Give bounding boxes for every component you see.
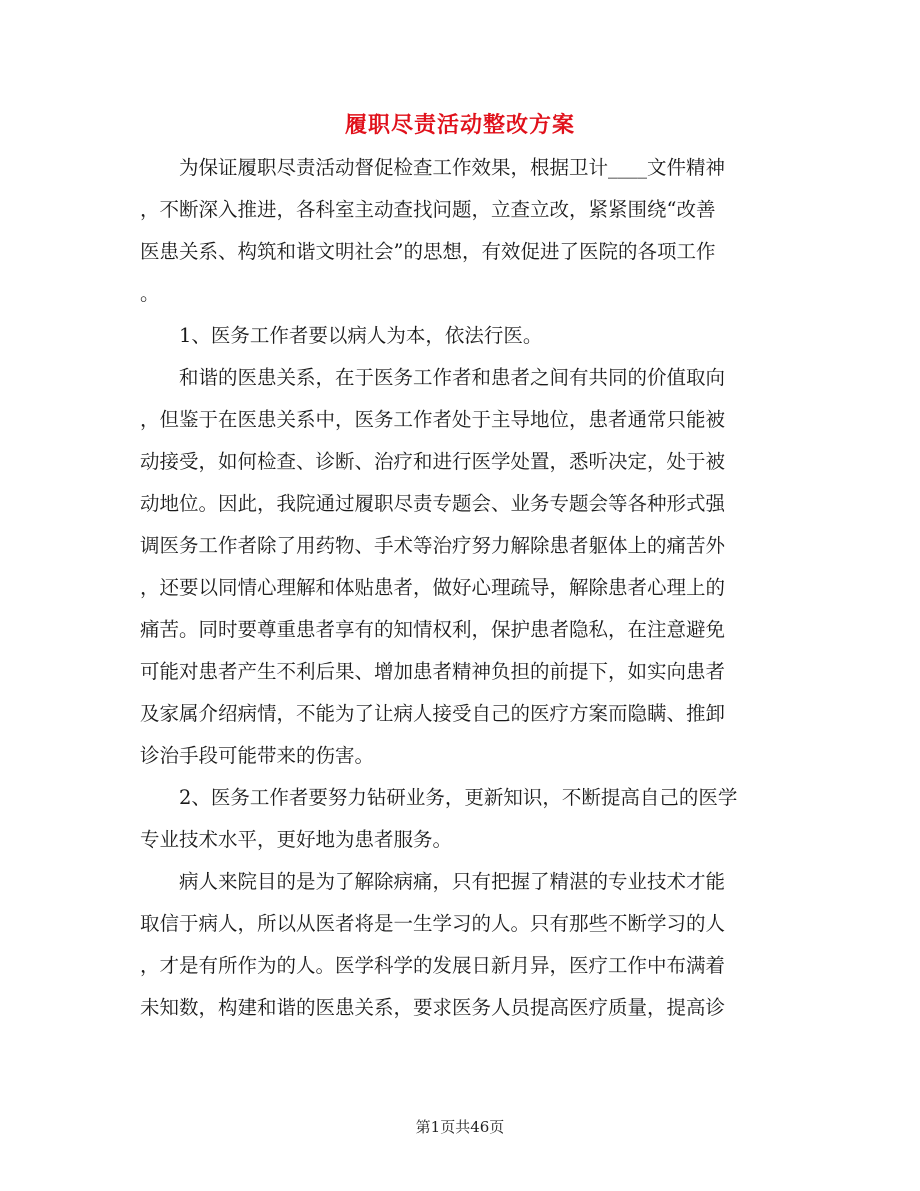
text-line: 调医务工作者除了用药物、手术等治疗努力解除患者躯体上的痛苦外 <box>140 534 726 557</box>
text-line: 动地位。因此，我院通过履职尽责专题会、业务专题会等各种形式强 <box>140 492 726 515</box>
text-line: ，不断深入推进，各科室主动查找问题，立查立改，紧紧围绕“改善 <box>140 198 716 221</box>
document-title: 履职尽责活动整改方案 <box>344 112 575 138</box>
text-line: 未知数，构建和谐的医患关系，要求医务人员提高医疗质量，提高诊 <box>140 996 726 1019</box>
text-line: ，还要以同情心理解和体贴患者，做好心理疏导，解除患者心理上的 <box>140 576 726 599</box>
text-line: 专业技术水平，更好地为患者服务。 <box>140 828 453 851</box>
text-line: 2、医务工作者要努力钻研业务，更新知识，不断提高自己的医学 <box>179 786 738 809</box>
text-line: 。 <box>140 282 160 305</box>
page-footer: 第1页共46页 <box>415 1118 505 1136</box>
text-line: 可能对患者产生不利后果、增加患者精神负担的前提下，如实向患者 <box>140 660 726 683</box>
text-line: 和谐的医患关系，在于医务工作者和患者之间有共同的价值取向 <box>179 366 726 389</box>
text-line: 诊治手段可能带来的伤害。 <box>140 744 375 767</box>
text-line: 痛苦。同时要尊重患者享有的知情权利，保护患者隐私，在注意避免 <box>140 618 726 641</box>
text-line: 为保证履职尽责活动督促检查工作效果，根据卫计____文件精神 <box>179 156 726 179</box>
text-line: 及家属介绍病情，不能为了让病人接受自己的医疗方案而隐瞒、推卸 <box>140 702 726 725</box>
text-line: 动接受，如何检查、诊断、治疗和进行医学处置，悉听决定，处于被 <box>140 450 726 473</box>
text-line: ，但鉴于在医患关系中，医务工作者处于主导地位，患者通常只能被 <box>140 408 726 431</box>
text-line: 取信于病人，所以从医者将是一生学习的人。只有那些不断学习的人 <box>140 912 726 935</box>
text-line: 医患关系、构筑和谐文明社会”的思想，有效促进了医院的各项工作 <box>140 240 716 263</box>
text-line: ，才是有所作为的人。医学科学的发展日新月异，医疗工作中布满着 <box>140 954 726 977</box>
text-line: 病人来院目的是为了解除病痛，只有把握了精湛的专业技术才能 <box>179 870 726 893</box>
text-line: 1、医务工作者要以病人为本，依法行医。 <box>179 324 543 347</box>
